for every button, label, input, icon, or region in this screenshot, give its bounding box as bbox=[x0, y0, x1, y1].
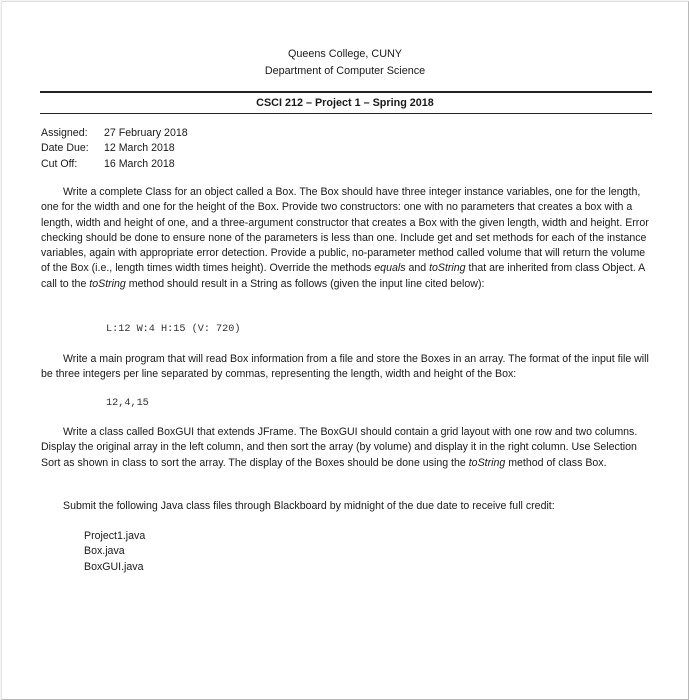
paragraph-main-program: Write a main program that will read Box information from a file and store the Boxes in an array. The format of the input file will be three integers per line separated by commas, representing the length, width and height of the Box: bbox=[41, 353, 649, 381]
tostring-method-name: toString bbox=[468, 456, 506, 469]
date-row-assigned bbox=[41, 126, 188, 141]
paragraph-text: that are inherited from class Object. A call to the bbox=[41, 262, 645, 290]
paragraph-text: method should result in a String as follows (given the input line cited below): bbox=[125, 277, 485, 290]
paragraph-box-class bbox=[41, 185, 653, 292]
list-item: BoxGUI.java bbox=[84, 560, 144, 573]
tostring-method-name: toString bbox=[89, 277, 126, 290]
paragraph-submit: Submit the following Java class files through Blackboard by midnight of the due date to receive full credit: bbox=[63, 500, 555, 512]
code-example-input: 12,4,15 bbox=[106, 398, 149, 409]
title-rule-bottom bbox=[40, 113, 652, 114]
course-title: CSCI 212 – Project 1 – Spring 2018 bbox=[256, 97, 434, 109]
paragraph-text: method of class Box. bbox=[505, 456, 607, 469]
list-item: Box.java bbox=[84, 545, 125, 558]
paragraph-text: Write a complete Class for an object called a Box. The Box should have three integer instance variables, one for the length, one for the width and one for the height of the Box. Provide two constructors: one with no parameters that creates a box with a length, width and height of one, and a three-argument constructor that creates a Box with the given length, width and height. Error checking should be done to ensure none of the parameters is less than one. Include get and set methods for each of the instance variables, again with appropriate error detection. Provide a public, no-parameter method called volume that will return the volume of the Box (i.e., length times width times height). Override the methods bbox=[41, 186, 649, 275]
paragraph-text: Write a class called BoxGUI that extends JFrame. The BoxGUI should contain a grid layout with one row and two columns. Display the original array in the left column, and then sort the array (by volume) and display it in the right column. Use Selection Sort as shown in class to sort the array. The display of the Boxes should be done using the bbox=[41, 426, 638, 469]
file-list bbox=[84, 529, 145, 575]
date-row-cutoff bbox=[41, 157, 188, 172]
institution-name: Queens College, CUNY bbox=[287, 48, 403, 60]
document-page bbox=[1, 1, 689, 700]
date-label: Cut Off: bbox=[41, 157, 78, 170]
code-example-output: L:12 W:4 H:15 (V: 720) bbox=[106, 324, 241, 335]
title-rule-top bbox=[40, 91, 652, 93]
date-label: Date Due: bbox=[41, 142, 89, 155]
equals-method-name: equals bbox=[374, 262, 406, 275]
date-label: Assigned: bbox=[41, 127, 88, 139]
paragraph-text: and bbox=[405, 262, 430, 275]
date-row-due bbox=[41, 141, 188, 156]
date-value: 27 February 2018 bbox=[104, 127, 188, 139]
document-header bbox=[2, 46, 688, 80]
tostring-method-name: toString bbox=[429, 262, 466, 275]
date-value: 12 March 2018 bbox=[104, 142, 175, 155]
list-item: Project1.java bbox=[84, 530, 146, 542]
date-value: 16 March 2018 bbox=[104, 157, 175, 170]
department-name: Department of Computer Science bbox=[264, 65, 426, 77]
dates-block bbox=[41, 126, 188, 172]
paragraph-boxgui bbox=[41, 425, 653, 471]
